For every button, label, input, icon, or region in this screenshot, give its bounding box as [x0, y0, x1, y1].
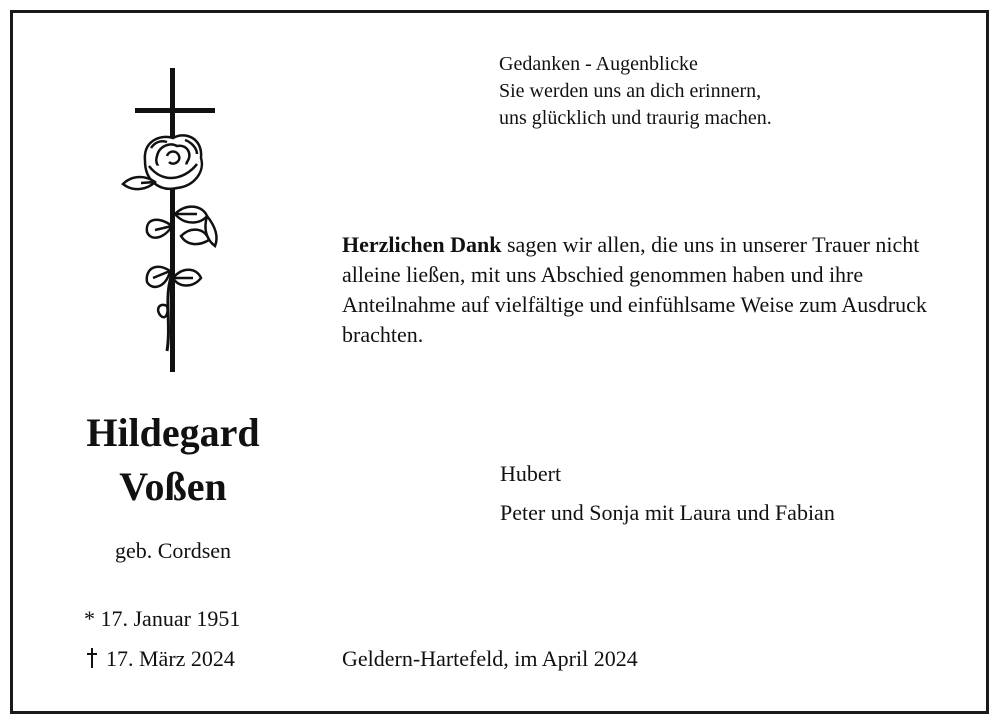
family-line-2: Peter und Sonja mit Laura und Fabian: [500, 500, 835, 525]
first-name: Hildegard: [86, 410, 260, 455]
dagger-icon: [84, 647, 100, 669]
cross-with-rose-icon: [115, 66, 230, 381]
poem-line-2: Sie werden uns an dich erinnern,: [499, 80, 762, 102]
birth-name: geb. Cordsen: [114, 538, 232, 563]
birth-date: * 17. Januar 1951: [84, 606, 241, 631]
family-line-1: Hubert: [500, 461, 562, 486]
thanks-text: sagen wir allen, die uns in unserer Trauer nicht alleine ließen, mit uns Abschied genommen haben und ihre Anteilnahme auf vielfältige und einfühlsame Weise zum Ausdruck brachten.: [342, 232, 927, 347]
death-date-row: [84, 646, 235, 672]
thanks-heading: Herzlichen Dank: [342, 232, 502, 257]
place-and-date: Geldern-Hartefeld, im April 2024: [342, 646, 638, 671]
memorial-poem: [499, 51, 772, 132]
death-date: 17. März 2024: [106, 646, 235, 671]
poem-line-3: uns glücklich und traurig machen.: [499, 107, 772, 129]
last-name: Voßen: [119, 464, 227, 509]
thanks-paragraph: [342, 230, 972, 350]
poem-line-1: Gedanken - Augenblicke: [499, 53, 698, 75]
